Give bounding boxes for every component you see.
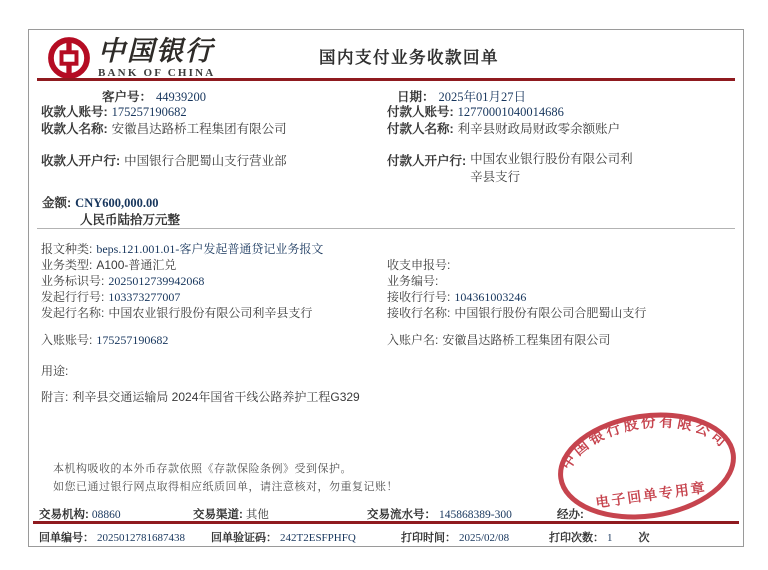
- txn-channel-label: 交易渠道:: [193, 509, 243, 521]
- receiver-bank-no-label: 接收行行号:: [387, 290, 451, 304]
- credit-name-field: [387, 331, 610, 348]
- page-title: 国内支付业务收款回单: [319, 49, 499, 67]
- message-type-label: 报文种类:: [41, 242, 93, 256]
- receipt-no-value: 2025012781687438: [97, 532, 185, 544]
- payee-bank-field: [41, 151, 287, 169]
- txn-org-field: [39, 506, 121, 522]
- initiator-bank-no-field: [41, 288, 180, 305]
- initiator-bank-name-label: 发起行名称:: [41, 306, 105, 320]
- deposit-notice-line2: 如您已通过银行网点取得相应纸质回单，请注意核对，勿重复记账！: [53, 481, 398, 493]
- receiver-bank-name-label: 接收行名称:: [387, 306, 451, 320]
- txn-org-value: 08860: [91, 509, 121, 521]
- receiver-bank-no-value: 104361003246: [454, 290, 527, 304]
- business-id-field: [41, 272, 204, 289]
- payer-account-value: 12770001040014686: [457, 105, 564, 119]
- print-count-unit: 次: [638, 532, 650, 544]
- declaration-no-label: 收支申报号:: [387, 258, 451, 272]
- txn-org-label: 交易机构:: [39, 509, 89, 521]
- receipt-code-field: [211, 529, 356, 545]
- payer-account-field: [387, 102, 564, 120]
- payer-bank-label: 付款人开户行:: [387, 154, 467, 168]
- txn-channel-field: [193, 506, 269, 522]
- amount-in-words: [80, 210, 180, 228]
- receiver-bank-name-value: 中国银行股份有限公司合肥蜀山支行: [454, 306, 647, 320]
- stamp-company-text: 中国银行股份有限公司: [558, 414, 732, 473]
- customer-no-label: 客户号：: [102, 90, 153, 104]
- payee-name-label: 收款人名称:: [41, 122, 108, 136]
- business-type-label: 业务类型:: [41, 258, 93, 272]
- operator-field: [557, 506, 587, 522]
- receipt-container: [28, 29, 744, 547]
- payee-bank-label: 收款人开户行:: [41, 154, 121, 168]
- date-label: 日期：: [397, 90, 435, 104]
- receipt-no-label: 回单编号：: [39, 532, 94, 544]
- receipt-no-field: [39, 529, 185, 545]
- txn-serial-value: 145868389-300: [439, 509, 512, 521]
- remark-label: 附言:: [41, 390, 69, 404]
- receiver-bank-name-field: [387, 304, 646, 321]
- receipt-code-value: 242T2ESFPHFQ: [280, 532, 356, 544]
- print-count-value: 1: [607, 532, 613, 544]
- business-type-field: [41, 256, 176, 273]
- txn-serial-field: [367, 506, 512, 522]
- date-value: 2025年01月27日: [438, 90, 527, 104]
- credit-account-value: 175257190682: [96, 333, 169, 347]
- message-type-value: beps.121.001.01-客户发起普通贷记业务报文: [96, 242, 324, 256]
- remark-field: [41, 388, 360, 405]
- print-time-label: 打印时间：: [401, 532, 456, 544]
- message-type-field: [41, 240, 323, 257]
- receipt-code-label: 回单验证码：: [211, 532, 277, 544]
- purpose-field: [41, 362, 72, 379]
- bank-logo: [47, 36, 215, 80]
- initiator-bank-name-value: 中国农业银行股份有限公司利辛县支行: [108, 306, 313, 320]
- payer-name-value: 利辛县财政局财政零余额账户: [457, 122, 621, 136]
- payer-name-field: [387, 119, 620, 137]
- print-count-label: 打印次数：: [549, 532, 604, 544]
- bank-logo-text: [98, 35, 216, 79]
- receiver-bank-no-field: [387, 288, 526, 305]
- payee-bank-value: 中国银行合肥蜀山支行营业部: [124, 154, 287, 168]
- initiator-bank-no-value: 103373277007: [108, 290, 181, 304]
- bank-name-en: BANK OF CHINA: [98, 66, 216, 79]
- business-id-value: 2025012739942068: [108, 274, 205, 288]
- business-type-value: A100-普通汇兑: [96, 258, 177, 272]
- footer-divider: [33, 521, 739, 524]
- print-count-field: [549, 529, 650, 545]
- payer-bank-field: [387, 151, 642, 186]
- business-no-label: 业务编号:: [387, 274, 439, 288]
- payee-account-label: 收款人账号:: [41, 105, 108, 119]
- amount-value: CNY600,000.00: [75, 196, 159, 210]
- payee-name-value: 安徽昌达路桥工程集团有限公司: [111, 122, 287, 136]
- txn-serial-label: 交易流水号：: [367, 509, 436, 521]
- credit-account-field: [41, 331, 168, 348]
- customer-no-value: 44939200: [156, 90, 207, 104]
- initiator-bank-name-field: [41, 304, 312, 321]
- business-id-label: 业务标识号:: [41, 274, 105, 288]
- business-no-field: [387, 272, 442, 289]
- print-time-value: 2025/02/08: [459, 532, 510, 544]
- remark-value: 利辛县交通运输局 2024年国省干线公路养护工程G329: [72, 390, 360, 404]
- credit-name-value: 安徽昌达路桥工程集团有限公司: [442, 333, 611, 347]
- credit-account-label: 入账账号:: [41, 333, 93, 347]
- payer-name-label: 付款人名称:: [387, 122, 454, 136]
- header-divider: [37, 78, 735, 81]
- amount-field: [42, 193, 159, 211]
- payee-account-value: 175257190682: [111, 105, 187, 119]
- initiator-bank-no-label: 发起行行号:: [41, 290, 105, 304]
- deposit-notice-line1: 本机构吸收的本外币存款依照《存款保险条例》受到保护。: [53, 463, 352, 475]
- print-time-field: [401, 529, 509, 545]
- boc-emblem-icon: [47, 36, 91, 80]
- section-divider: [37, 228, 735, 229]
- payee-account-field: [41, 102, 187, 120]
- purpose-label: 用途:: [41, 364, 69, 378]
- amount-label: 金额:: [42, 196, 72, 210]
- txn-channel-value: 其他: [245, 509, 269, 521]
- payee-name-field: [41, 119, 287, 137]
- payer-account-label: 付款人账号:: [387, 105, 454, 119]
- payer-bank-value: 中国农业银行股份有限公司利辛县支行: [470, 152, 633, 184]
- operator-label: 经办:: [557, 509, 584, 521]
- declaration-no-field: [387, 256, 454, 273]
- stamp-caption-text: 电子回单专用章: [594, 479, 708, 511]
- amount-words-value: 人民币陆拾万元整: [80, 213, 181, 227]
- bank-name-cn: 中国银行: [98, 35, 214, 67]
- credit-name-label: 入账户名:: [387, 333, 439, 347]
